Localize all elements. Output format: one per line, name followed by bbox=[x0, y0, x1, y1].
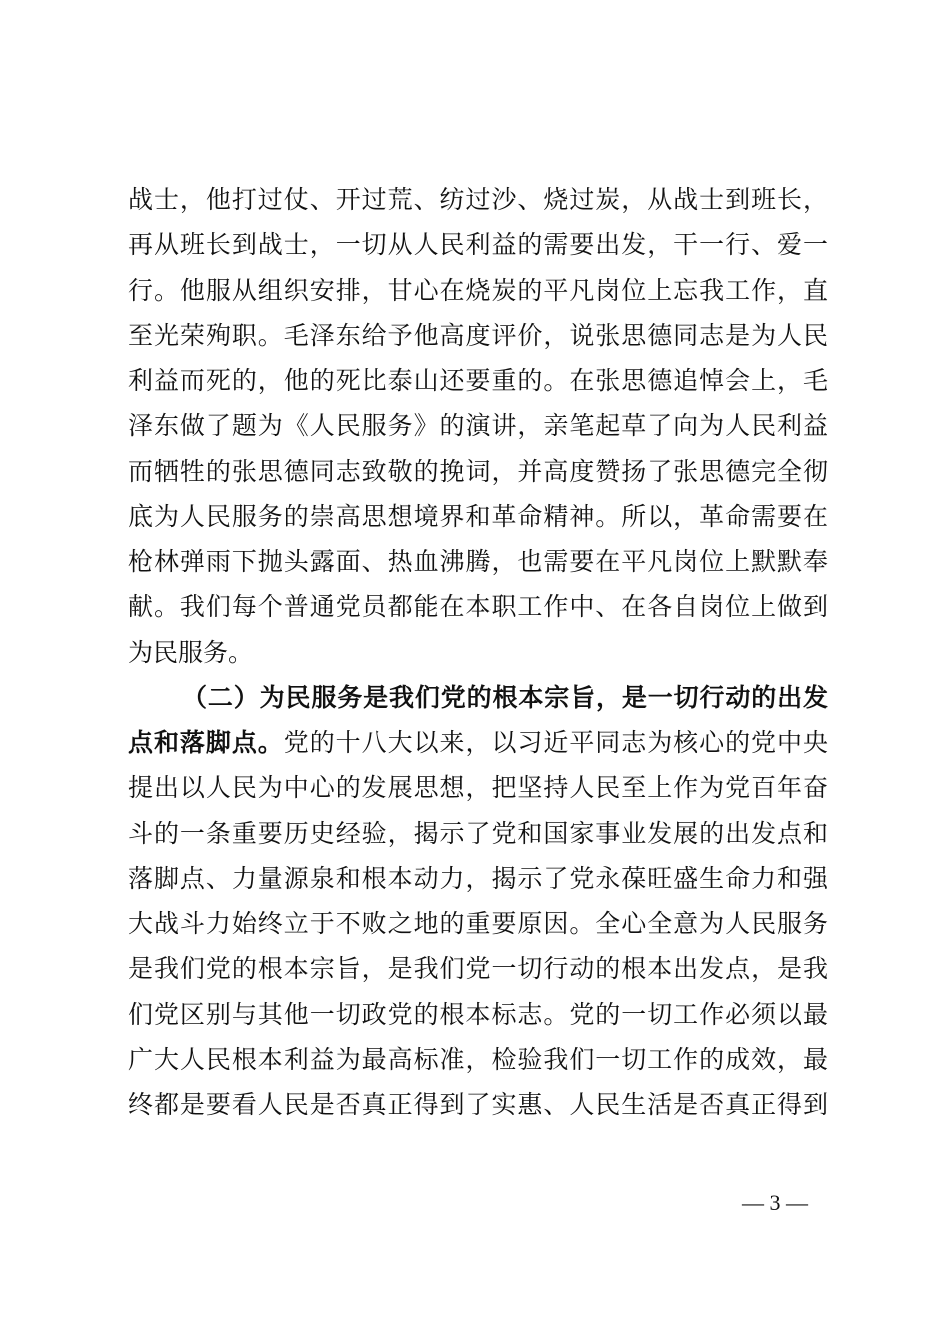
text-line bbox=[128, 720, 828, 765]
line-text: 战士，他打过仗、开过荒、纺过沙、烧过炭，从战士到班长， bbox=[128, 185, 828, 214]
text-line bbox=[128, 449, 828, 494]
text-line bbox=[128, 268, 828, 313]
line-text: 们党区别与其他一切政党的根本标志。党的一切工作必须以最 bbox=[128, 999, 828, 1029]
line-text: 党的十八大以来，以习近平同志为核心的党中央 bbox=[283, 728, 828, 757]
line-text: 为民服务。 bbox=[128, 637, 254, 667]
text-line bbox=[128, 856, 828, 901]
text-line bbox=[128, 313, 828, 358]
line-text: 广大人民根本利益为最高标准，检验我们一切工作的成效，最 bbox=[128, 1044, 828, 1074]
text-line bbox=[128, 403, 828, 448]
line-text: 枪林弹雨下抛头露面、热血沸腾，也需要在平凡岗位上默默奉 bbox=[128, 547, 828, 576]
line-text: 底为人民服务的崇高思想境界和革命精神。所以，革命需要在 bbox=[128, 501, 828, 531]
line-text: 大战斗力始终立于不败之地的重要原因。全心全意为人民服务 bbox=[128, 909, 828, 938]
line-text: 至光荣殉职。毛泽东给予他高度评价，说张思德同志是为人民 bbox=[128, 320, 828, 350]
line-text: 泽东做了题为《人民服务》的演讲，亲笔起草了向为人民利益 bbox=[128, 411, 828, 441]
line-text: 献。我们每个普通党员都能在本职工作中、在各自岗位上做到 bbox=[128, 592, 828, 622]
section-heading: 点和落脚点。 bbox=[128, 728, 284, 757]
text-line bbox=[128, 992, 828, 1037]
line-text: 而牺牲的张思德同志致敬的挽词，并高度赞扬了张思德完全彻 bbox=[128, 456, 828, 486]
body-text bbox=[128, 177, 828, 1127]
text-line bbox=[128, 901, 828, 946]
text-line bbox=[128, 177, 828, 222]
page-number: — 3 — bbox=[742, 1190, 808, 1215]
text-line bbox=[128, 811, 828, 856]
line-text: 再从班长到战士，一切从人民利益的需要出发，干一行、爱一 bbox=[128, 230, 828, 260]
line-text: 终都是要看人民是否真正得到了实惠、人民生活是否真正得到 bbox=[128, 1090, 828, 1119]
line-text: 斗的一条重要历史经验，揭示了党和国家事业发展的出发点和 bbox=[128, 818, 828, 848]
text-line bbox=[128, 675, 828, 720]
text-line bbox=[128, 1037, 828, 1082]
text-line bbox=[128, 946, 828, 991]
text-line bbox=[128, 1082, 828, 1127]
line-text: 行。他服从组织安排，甘心在烧炭的平凡岗位上忘我工作，直 bbox=[128, 275, 828, 305]
text-line bbox=[128, 358, 828, 403]
line-text: 提出以人民为中心的发展思想，把坚持人民至上作为党百年奋 bbox=[128, 773, 828, 803]
line-text: 是我们党的根本宗旨，是我们党一切行动的根本出发点，是我 bbox=[128, 954, 828, 984]
section-heading: （二）为民服务是我们党的根本宗旨，是一切行动的出发 bbox=[182, 682, 828, 712]
text-line bbox=[128, 494, 828, 539]
text-line bbox=[128, 630, 828, 675]
line-text: 落脚点、力量源泉和根本动力，揭示了党永葆旺盛生命力和强 bbox=[128, 863, 828, 893]
text-line bbox=[128, 765, 828, 810]
text-line bbox=[128, 539, 828, 584]
text-line bbox=[128, 584, 828, 629]
line-text: 利益而死的，他的死比泰山还要重的。在张思德追悼会上，毛 bbox=[128, 366, 828, 395]
text-line bbox=[128, 222, 828, 267]
